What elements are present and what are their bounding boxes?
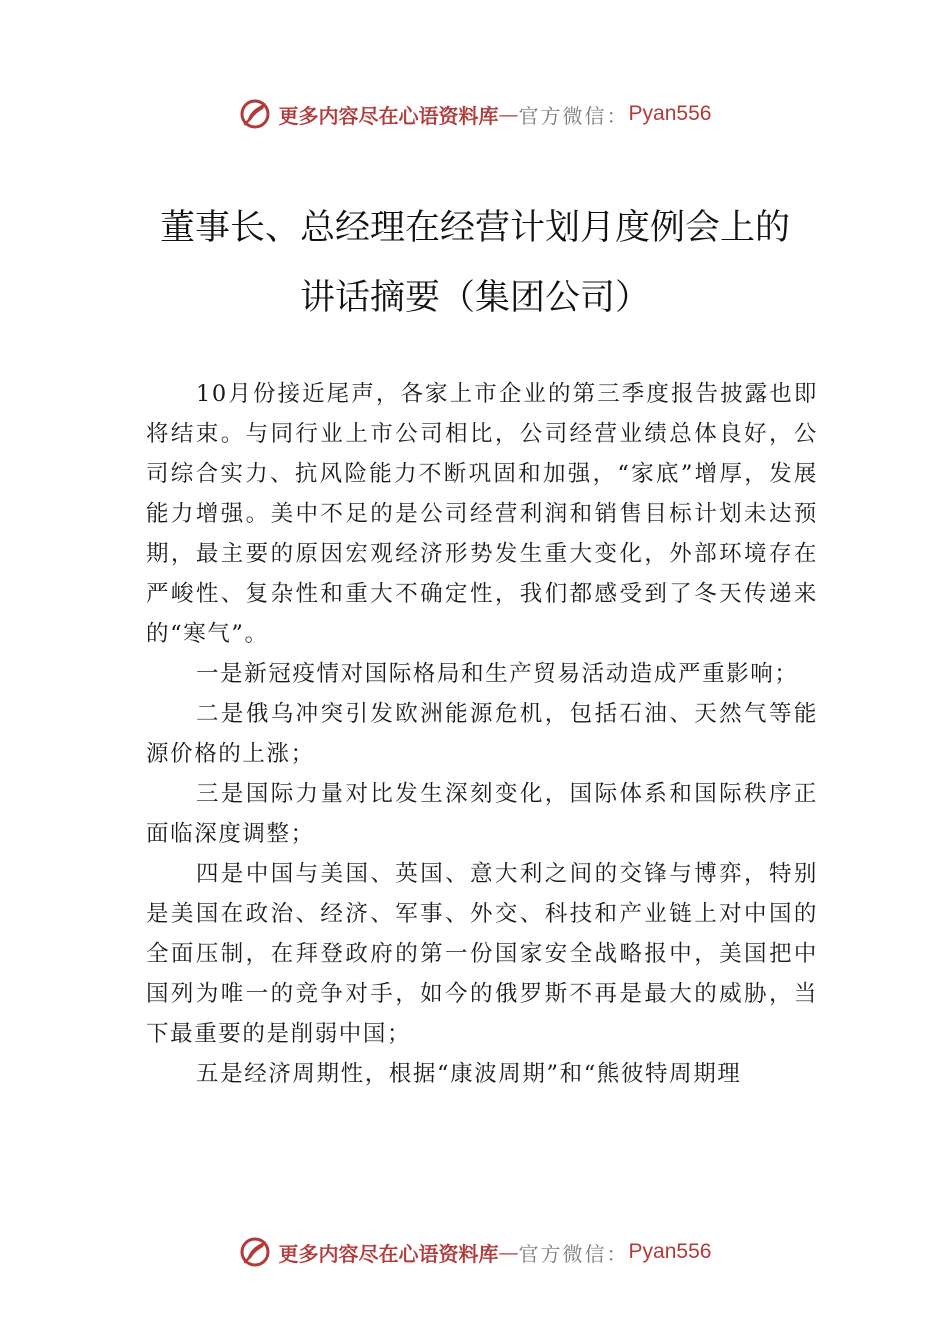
banner-separator: — [498, 1240, 519, 1264]
footer-banner [0, 1232, 950, 1272]
paragraph: 四是中国与美国、英国、意大利之间的交锋与博弈，特别是美国在政治、经济、军事、外交、科技和产业链上对中国的全面压制，在拜登政府的第一份国家安全战略报中，美国把中国列为唯一的竞争对手，如今的俄罗斯不再是最大的威胁，当下最重要的是削弱中国； [146, 861, 818, 1047]
paragraph: 二是俄乌冲突引发欧洲能源危机，包括石油、天然气等能源价格的上涨； [146, 701, 818, 767]
document-body [146, 374, 818, 1094]
wechat-label: 官方微信： [518, 1241, 629, 1266]
wechat-id: Pyan556 [628, 1240, 712, 1263]
logo-icon [239, 1235, 273, 1269]
wechat-id: Pyan556 [628, 102, 712, 125]
banner-separator: — [498, 102, 519, 126]
paragraph: 10月份接近尾声，各家上市企业的第三季度报告披露也即将结束。与同行业上市公司相比，公司经营业绩总体良好，公司综合实力、抗风险能力不断巩固和加强，“家底”增厚，发展能力增强。美中不足的是公司经营利润和销售目标计划未达预期，最主要的原因宏观经济形势发生重大变化，外部环境存在严峻性、复杂性和重大不确定性，我们都感受到了冬天传递来的“寒气”。 [146, 381, 818, 647]
document-title-line2: 讲话摘要（集团公司） [299, 278, 650, 318]
logo-icon [239, 97, 273, 131]
brand-text: 更多内容尽在心语资料库 [278, 1241, 499, 1266]
wechat-label: 官方微信： [518, 103, 629, 128]
paragraph: 一是新冠疫情对国际格局和生产贸易活动造成严重影响； [196, 661, 799, 687]
paragraph: 三是国际力量对比发生深刻变化，国际体系和国际秩序正面临深度调整； [146, 781, 818, 847]
header-banner [0, 94, 950, 134]
brand-text: 更多内容尽在心语资料库 [278, 103, 499, 128]
paragraph: 五是经济周期性，根据“康波周期”和“熊彼特周期理 [196, 1061, 742, 1087]
document-title-line1: 董事长、总经理在经营计划月度例会上的 [159, 208, 790, 248]
